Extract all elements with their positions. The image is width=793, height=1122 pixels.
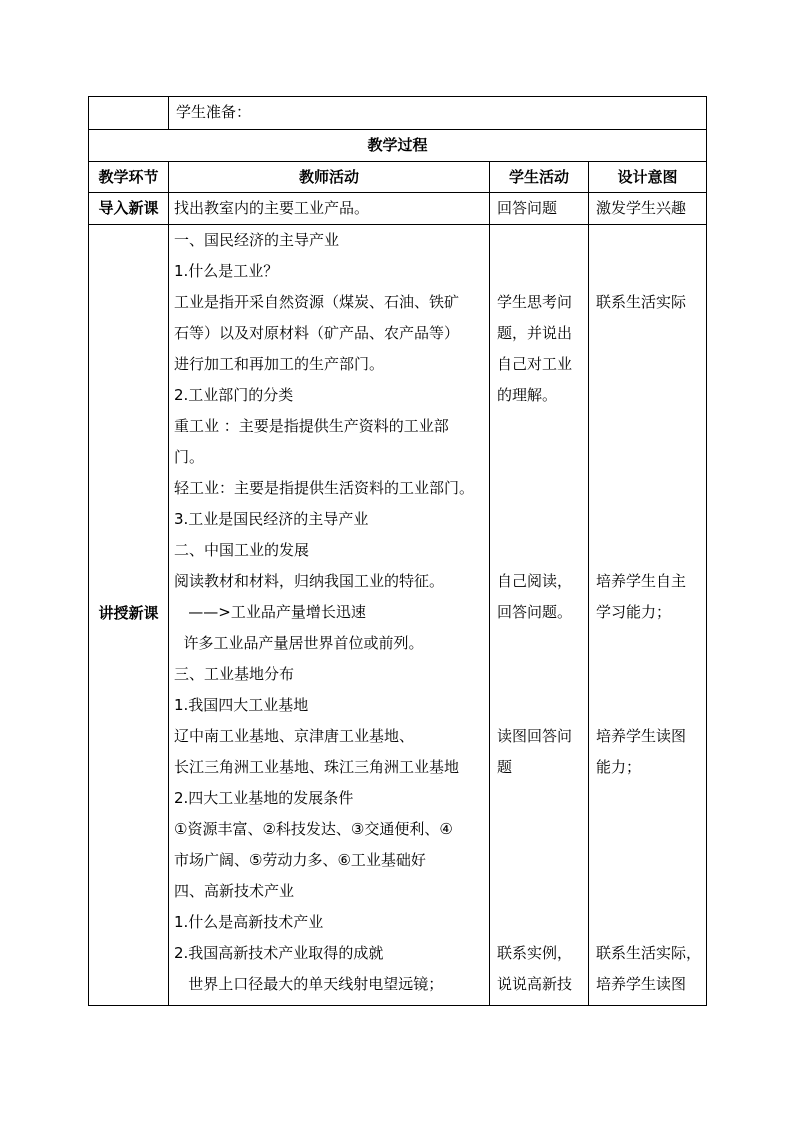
teacher-line: 长江三角洲工业基地、珠江三角洲工业基地 <box>174 758 460 776</box>
intro-stage: 导入新课 <box>98 199 159 217</box>
intent-line: 培养学生读图 <box>596 975 687 993</box>
header-teacher-cell <box>168 161 490 193</box>
student-line: 读图回答问 <box>497 727 573 745</box>
lecture-stage-cell <box>88 224 169 1006</box>
intro-student: 回答问题 <box>497 199 558 217</box>
student-line: 自己阅读， <box>497 572 573 590</box>
student-line: 回答问题。 <box>497 603 573 621</box>
intent-line: 培养学生自主 <box>596 572 687 590</box>
intent-line: 学习能力； <box>596 603 672 621</box>
student-line: 自己对工业 <box>497 355 573 373</box>
teacher-line: 进行加工和再加工的生产部门。 <box>174 355 385 373</box>
teacher-line: ①资源丰富、②科技发达、③交通便利、④ <box>174 820 453 838</box>
teacher-line: 许多工业品产量居世界首位或前列。 <box>174 634 424 652</box>
teacher-line: 3.工业是国民经济的主导产业 <box>174 510 369 528</box>
student-line: 学生思考问 <box>497 293 573 311</box>
intent-line: 培养学生读图 <box>596 727 687 745</box>
student-line: 联系实例， <box>497 944 573 962</box>
intro-teacher: 找出教室内的主要工业产品。 <box>174 199 370 217</box>
teacher-line: 1.什么是工业？ <box>174 262 279 280</box>
header-student: 学生活动 <box>508 168 569 186</box>
teacher-line: 一、国民经济的主导产业 <box>174 231 340 249</box>
lesson-plan-table <box>88 96 707 1006</box>
intent-line: 联系生活实际 <box>596 293 687 311</box>
intent-line: 联系生活实际， <box>596 944 702 962</box>
teacher-line: ——>工业品产量增长迅速 <box>174 603 366 621</box>
teacher-line: 1.我国四大工业基地 <box>174 696 309 714</box>
lecture-teacher-cell <box>168 224 490 1006</box>
student-line: 题 <box>497 758 513 776</box>
prep-label-cell <box>168 96 707 130</box>
teacher-line: 三、工业基地分布 <box>174 665 295 683</box>
prep-label: 学生准备： <box>176 103 252 121</box>
teacher-line: 二、中国工业的发展 <box>174 541 310 559</box>
teacher-line: 2.四大工业基地的发展条件 <box>174 789 354 807</box>
teacher-line: 重工业 ：主要是指提供生产资料的工业部 <box>174 417 449 435</box>
teacher-line: 阅读教材和材料，归纳我国工业的特征。 <box>174 572 445 590</box>
student-line: 题，并说出 <box>497 324 573 342</box>
teacher-line: 辽中南工业基地、京津唐工业基地、 <box>174 727 415 745</box>
intro-teacher-cell <box>168 192 490 225</box>
lecture-student-cell <box>489 224 589 1006</box>
header-intent-cell <box>588 161 707 193</box>
header-stage-cell <box>88 161 169 193</box>
lecture-intent-cell <box>588 224 707 1006</box>
header-intent: 设计意图 <box>617 168 678 186</box>
teacher-line: 2.工业部门的分类 <box>174 386 294 404</box>
section-title: 教学过程 <box>367 136 428 154</box>
intro-student-cell <box>489 192 589 225</box>
teacher-line: 工业是指开采自然资源（煤炭、石油、铁矿 <box>174 293 460 311</box>
teacher-line: 市场广阔、⑤劳动力多、⑥工业基础好 <box>174 851 426 869</box>
teacher-line: 1.什么是高新技术产业 <box>174 913 324 931</box>
section-title-cell <box>88 129 707 162</box>
intro-intent-cell <box>588 192 707 225</box>
teacher-line: 四、高新技术产业 <box>174 882 295 900</box>
teacher-line: 2.我国高新技术产业取得的成就 <box>174 944 384 962</box>
lecture-stage: 讲授新课 <box>98 604 159 622</box>
intro-intent: 激发学生兴趣 <box>596 199 687 217</box>
teacher-line: 门。 <box>174 448 205 466</box>
header-stage: 教学环节 <box>98 168 159 186</box>
intent-line: 能力； <box>596 758 642 776</box>
teacher-line: 世界上口径最大的单天线射电望远镜； <box>174 975 444 993</box>
header-teacher: 教师活动 <box>298 168 359 186</box>
prep-empty-cell <box>88 96 169 130</box>
student-line: 说说高新技 <box>497 975 573 993</box>
intro-stage-cell <box>88 192 169 225</box>
teacher-line: 石等）以及对原材料（矿产品、农产品等） <box>174 324 460 342</box>
header-student-cell <box>489 161 589 193</box>
teacher-line: 轻工业：主要是指提供生活资料的工业部门。 <box>174 479 475 497</box>
student-line: 的理解。 <box>497 386 558 404</box>
